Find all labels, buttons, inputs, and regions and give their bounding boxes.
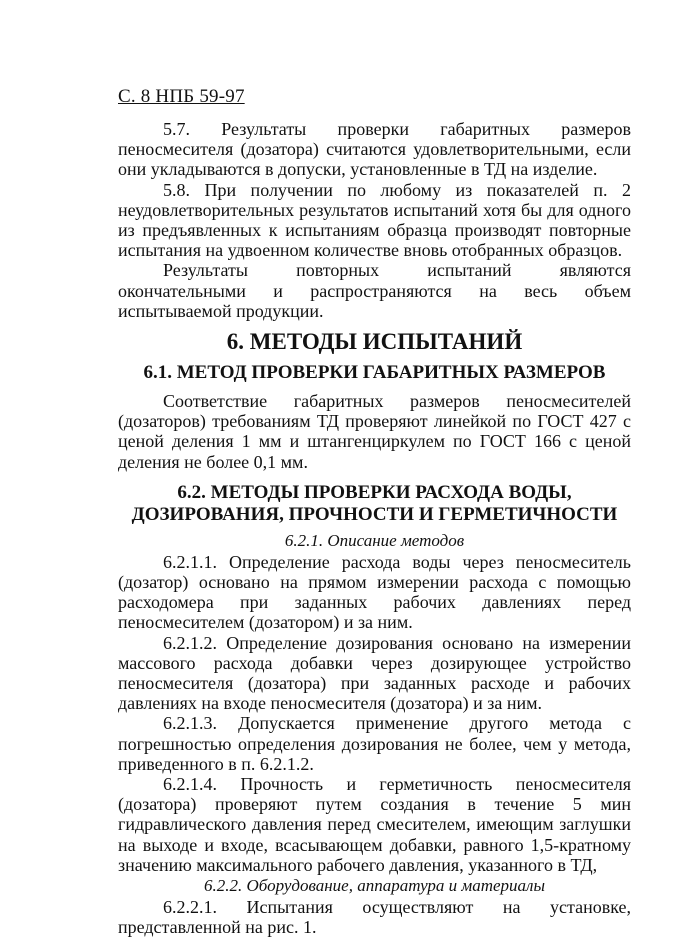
- paragraph-5-8: 5.8. При получении по любому из показателей п. 2 неудовлетворительных результатов испытаний хотя бы для одного из предъявленных к испытаниям образца производят повторные испытания на удвоенном количестве вновь отобранных образцов.: [118, 179, 631, 261]
- section-6-2-heading-line1: 6.2. МЕТОДЫ ПРОВЕРКИ РАСХОДА ВОДЫ,: [177, 481, 572, 503]
- subsection-6-2-1-heading: 6.2.1. Описание методов: [284, 530, 465, 550]
- section-6-heading: 6. МЕТОДЫ ИСПЫТАНИЙ: [226, 329, 523, 355]
- section-6-2-heading-line2: ДОЗИРОВАНИЯ, ПРОЧНОСТИ И ГЕРМЕТИЧНОСТИ: [131, 503, 618, 525]
- paragraph-6-1: Соответствие габаритных размеров пеносмесителей (дозаторов) требованиям ТД проверяют линейкой по ГОСТ 427 с ценой деления 1 мм и штангенциркулем по ГОСТ 166 с ценой деления не более 0,1 мм.: [118, 391, 631, 472]
- page-header: С. 8 НПБ 59-97: [118, 86, 245, 107]
- paragraph-6-2-1-1: 6.2.1.1. Определение расхода воды через пеносмеситель (дозатор) основано на прямом измерении расхода с помощью расходомера при заданных рабочих давлениях перед пеносмесителем (дозатором) и за ним.: [118, 551, 631, 633]
- subsection-6-2-2-heading: 6.2.2. Оборудование, аппаратура и материалы: [204, 876, 545, 896]
- paragraph-6-2-1-2: 6.2.1.2. Определение дозирования основано на измерении массового расхода добавки через дозирующее устройство пеносмесителя (дозатора) при заданных расходе и рабочих давлениях на входе пеносмесителя (дозатора) и за ним.: [118, 632, 631, 714]
- paragraph-6-2-2-1: 6.2.2.1. Испытания осуществляют на установке, представленной на рис. 1.: [118, 897, 631, 938]
- paragraph-repeat-results: Результаты повторных испытаний являются окончательными и распространяются на весь объем испытываемой продукции.: [118, 260, 631, 321]
- section-6-2-heading: [118, 482, 631, 526]
- paragraph-6-2-1-3: 6.2.1.3. Допускается применение другого метода с погрешностью определения дозирования не более, чем у метода, приведенного в п. 6.2.1.2.: [118, 713, 631, 774]
- paragraph-5-7: 5.7. Результаты проверки габаритных размеров пеносмесителя (дозатора) считаются удовлетворительными, если они укладываются в допуски, установленные в ТД на изделие.: [118, 119, 631, 180]
- document-body: [118, 119, 631, 938]
- section-6-1-heading: 6.1. МЕТОД ПРОВЕРКИ ГАБАРИТНЫХ РАЗМЕРОВ: [143, 362, 606, 384]
- paragraph-6-2-1-4: 6.2.1.4. Прочность и герметичность пеносмесителя (дозатора) проверяют путем создания в течение 5 мин гидравлического давления перед смесителем, имеющим заглушки на выходе и входе, всасывающем добавки, равного 1,5-кратному значению максимального рабочего давления, указанного в ТД,: [118, 774, 631, 875]
